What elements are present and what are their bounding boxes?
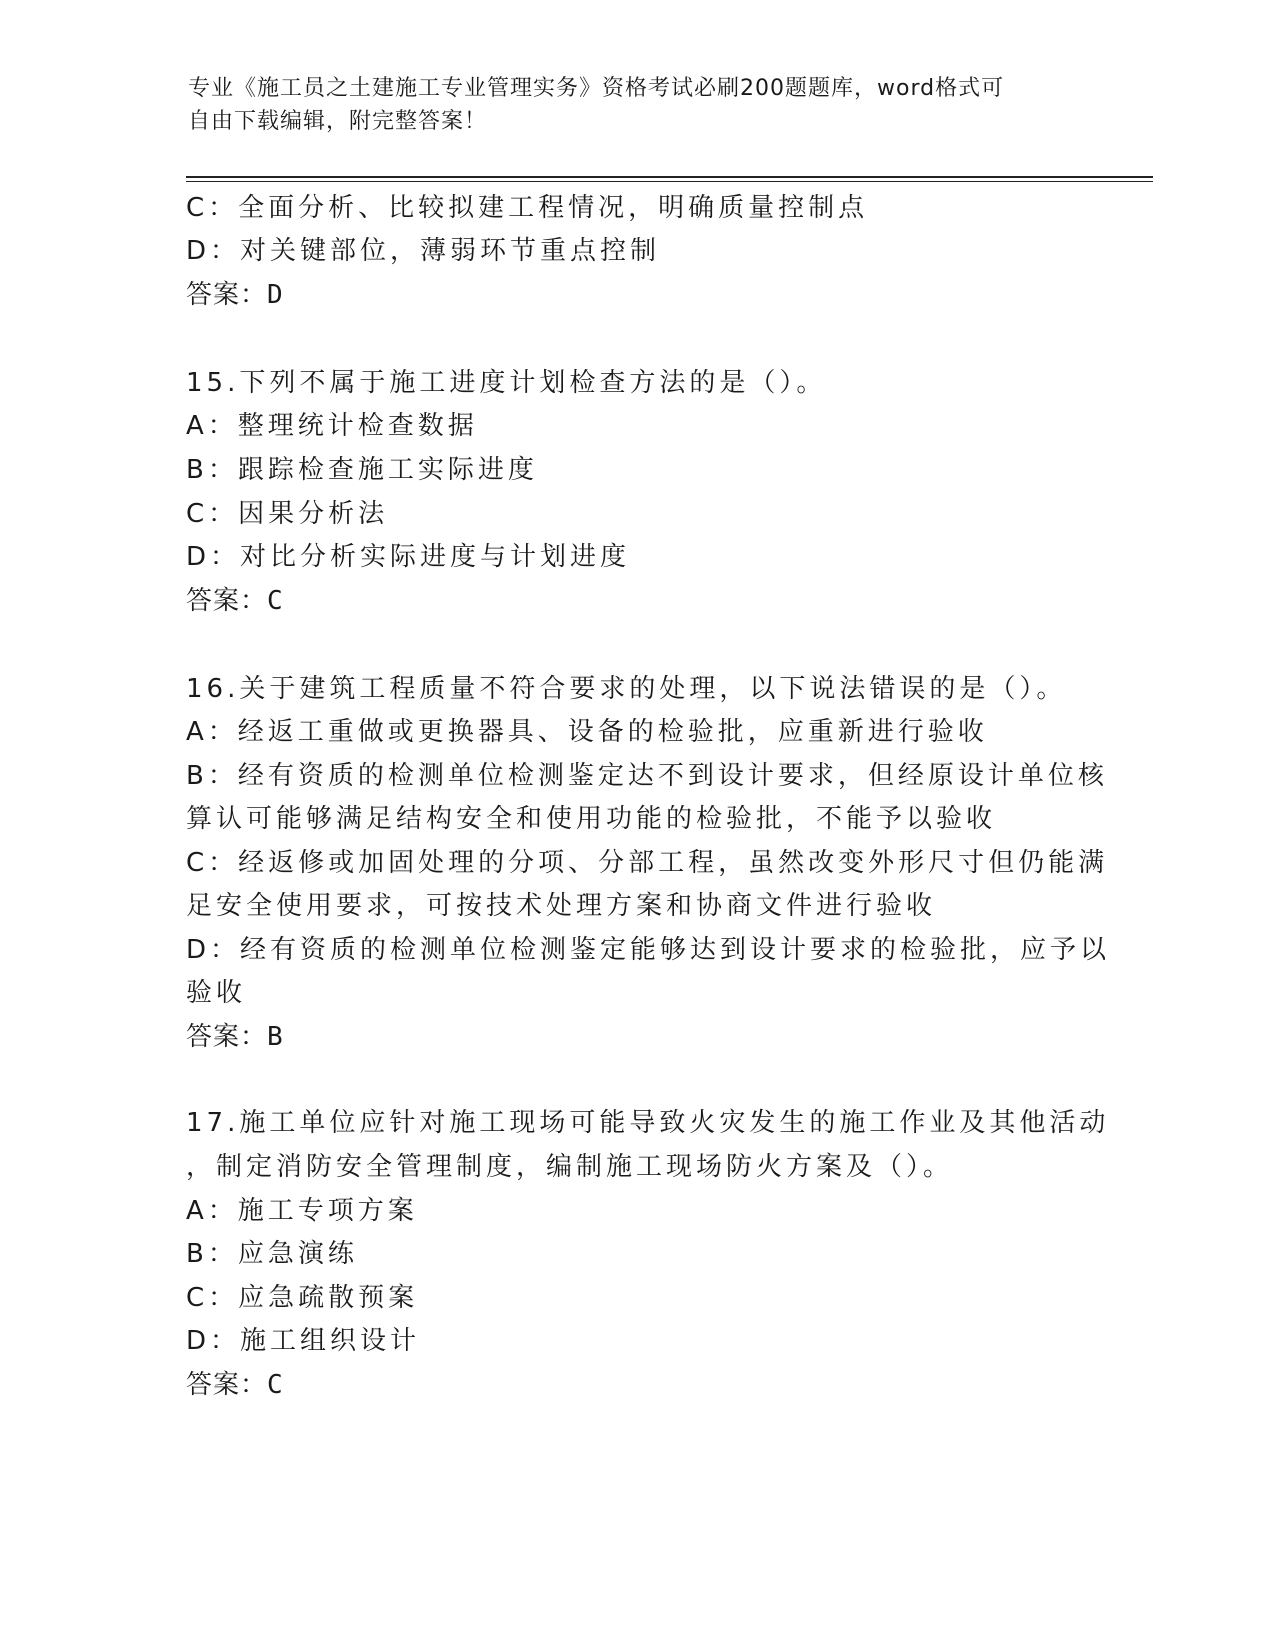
q14-option-d: D：对关键部位，薄弱环节重点控制 [186, 236, 661, 266]
q16-option-b-line-2: 算认可能够满足结构安全和使用功能的检验批，不能予以验收 [186, 804, 997, 834]
q15-option-a: A：整理统计检查数据 [186, 411, 478, 441]
q17-question-line-2: ，制定消防安全管理制度，编制施工现场防火方案及（）。 [186, 1152, 954, 1182]
q14-option-c: C：全面分析、比较拟建工程情况，明确质量控制点 [186, 193, 869, 223]
q15-answer: 答案：C [186, 586, 284, 616]
q16-question: 16.关于建筑工程质量不符合要求的处理，以下说法错误的是（）。 [186, 674, 1067, 704]
header-line-2: 自由下载编辑，附完整答案！ [188, 109, 488, 134]
q17-option-b: B：应急演练 [186, 1239, 358, 1269]
q17-option-a: A：施工专项方案 [186, 1196, 418, 1226]
header-divider [186, 176, 1153, 182]
header-line-1: 专业《施工员之土建施工专业管理实务》资格考试必刷200题题库，word格式可 [188, 76, 1005, 101]
q17-question-line-1: 17.施工单位应针对施工现场可能导致火灾发生的施工作业及其他活动 [186, 1108, 1110, 1138]
q17-answer: 答案：C [186, 1370, 284, 1400]
q14-answer: 答案：D [186, 280, 284, 310]
q16-option-a: A：经返工重做或更换器具、设备的检验批，应重新进行验收 [186, 717, 988, 747]
q15-option-b: B：跟踪检查施工实际进度 [186, 455, 538, 485]
q16-option-d-line-2: 验收 [186, 978, 247, 1008]
q16-option-c-line-1: C：经返修或加固处理的分项、分部工程，虽然改变外形尺寸但仍能满 [186, 848, 1109, 878]
q17-option-c: C：应急疏散预案 [186, 1283, 419, 1313]
q15-option-d: D：对比分析实际进度与计划进度 [186, 542, 631, 572]
q15-option-c: C：因果分析法 [186, 499, 389, 529]
q15-question: 15.下列不属于施工进度计划检查方法的是（）。 [186, 368, 827, 398]
q16-option-d-line-1: D：经有资质的检测单位检测鉴定能够达到设计要求的检验批，应予以 [186, 935, 1111, 965]
q16-option-b-line-1: B：经有资质的检测单位检测鉴定达不到设计要求，但经原设计单位核 [186, 761, 1108, 791]
q17-option-d: D：施工组织设计 [186, 1326, 421, 1356]
q16-option-c-line-2: 足安全使用要求，可按技术处理方案和协商文件进行验收 [186, 891, 937, 921]
document-header [188, 72, 1088, 138]
q16-answer: 答案：B [186, 1022, 284, 1052]
